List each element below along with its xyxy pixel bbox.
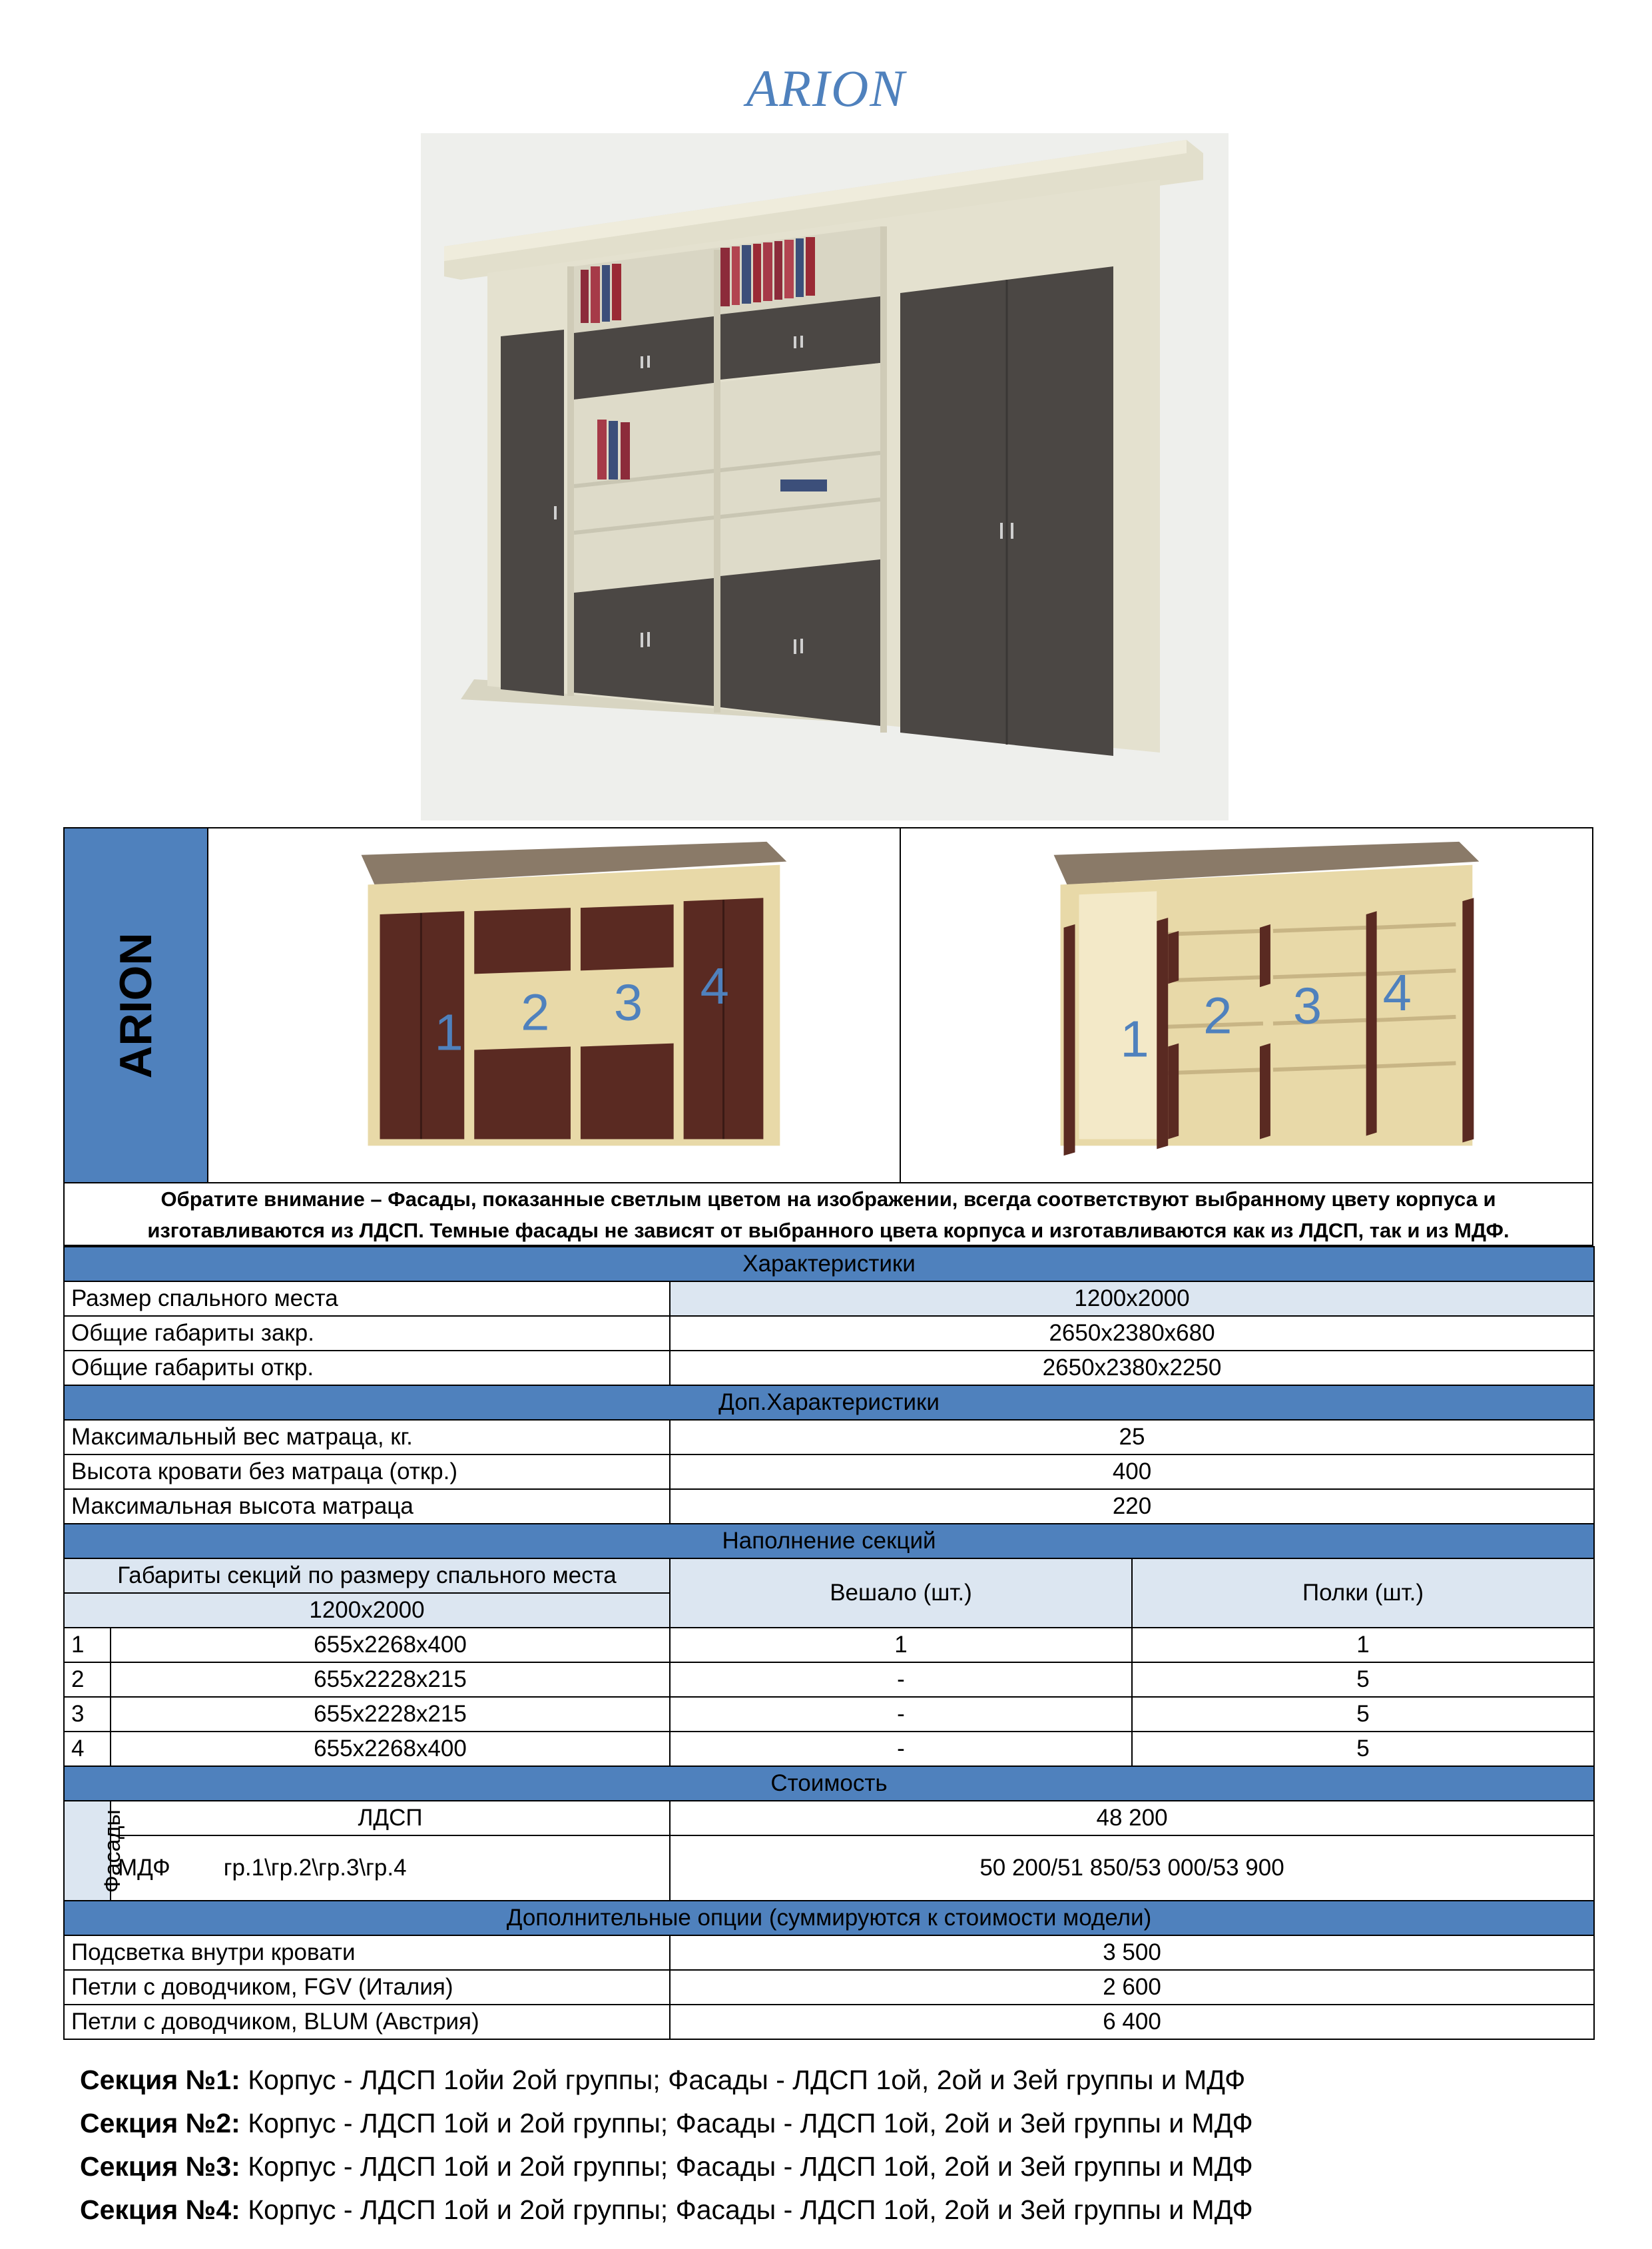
table-row: Общие габариты откр. 2650х2380х2250 bbox=[64, 1351, 1594, 1385]
table-row: Габариты секций по размеру спального места Вешало (шт.) Полки (шт.) bbox=[64, 1558, 1594, 1593]
section-number-2: 2 bbox=[521, 984, 550, 1042]
section-note: Секция №2: Корпус - ЛДСП 1ой и 2ой группы; Фасады - ЛДСП 1ой, 2ой и 3ей группы и МДФ bbox=[80, 2108, 1253, 2138]
table-row: МДФ гр.1\гр.2\гр.3\гр.4 50 200/51 850/53 000/53 900 bbox=[64, 1835, 1594, 1901]
open-section-number-4: 4 bbox=[1382, 964, 1412, 1022]
table-row: 3 655х2228х215 - 5 bbox=[64, 1697, 1594, 1732]
table-row: Максимальный вес матраца, кг. 25 bbox=[64, 1420, 1594, 1454]
table-row: Фасады ЛДСП 48 200 bbox=[64, 1801, 1594, 1835]
spec-sheet bbox=[63, 827, 1593, 2040]
facades-label: Фасады bbox=[64, 1801, 111, 1901]
table-row: Максимальная высота матраца 220 bbox=[64, 1489, 1594, 1524]
notice-line-2: изготавливаются из ЛДСП. Темные фасады не зависят от выбранного цвета корпуса и изготавливаются как из ЛДСП, так и из МДФ. bbox=[147, 1219, 1510, 1242]
open-section-number-2: 2 bbox=[1203, 987, 1233, 1045]
table-row: Петли с доводчиком, FGV (Италия) 2 600 bbox=[64, 1970, 1594, 2005]
section-diagrams bbox=[63, 827, 1593, 1183]
product-photo bbox=[421, 133, 1229, 820]
section-number-3: 3 bbox=[613, 974, 643, 1032]
table-row: Петли с доводчиком, BLUM (Австрия) 6 400 bbox=[64, 2005, 1594, 2039]
open-section-number-3: 3 bbox=[1292, 977, 1322, 1035]
sections-fill-header: Наполнение секций bbox=[64, 1524, 1594, 1558]
characteristics-header: Характеристики bbox=[64, 1247, 1594, 1281]
table-row: Подсветка внутри кровати 3 500 bbox=[64, 1935, 1594, 1970]
table-row: 4 655х2268х400 - 5 bbox=[64, 1732, 1594, 1766]
wardrobe-illustration bbox=[421, 133, 1229, 820]
table-row: Высота кровати без матраца (откр.) 400 bbox=[64, 1454, 1594, 1489]
section-note: Секция №4: Корпус - ЛДСП 1ой и 2ой группы; Фасады - ЛДСП 1ой, 2ой и 3ей группы и МДФ bbox=[80, 2194, 1253, 2225]
options-header: Дополнительные опции (суммируются к стоимости модели) bbox=[64, 1901, 1594, 1935]
notice bbox=[63, 1183, 1593, 1246]
extra-characteristics-header: Доп.Характеристики bbox=[64, 1385, 1594, 1420]
table-row: 2 655х2228х215 - 5 bbox=[64, 1662, 1594, 1697]
table-row: Размер спального места 1200х2000 bbox=[64, 1281, 1594, 1316]
section-notes bbox=[80, 2059, 1253, 2232]
notice-line-1: Обратите внимание – Фасады, показанные светлым цветом на изображении, всегда соответствуют выбранному цвету корпуса и bbox=[160, 1187, 1496, 1211]
section-note: Секция №1: Корпус - ЛДСП 1ойи 2ой группы; Фасады - ЛДСП 1ой, 2ой и 3ей группы и МДФ bbox=[80, 2065, 1246, 2095]
section-number-1: 1 bbox=[434, 1004, 463, 1062]
table-row: Общие габариты закр. 2650х2380х680 bbox=[64, 1316, 1594, 1351]
closed-view-diagram bbox=[208, 828, 900, 1182]
cost-header: Стоимость bbox=[64, 1766, 1594, 1801]
side-label: ARION bbox=[65, 828, 208, 1182]
page-title: ARION bbox=[746, 59, 906, 117]
spec-table bbox=[63, 1246, 1595, 2040]
section-note: Секция №3: Корпус - ЛДСП 1ой и 2ой группы; Фасады - ЛДСП 1ой, 2ой и 3ей группы и МДФ bbox=[80, 2151, 1253, 2182]
section-number-4: 4 bbox=[700, 958, 729, 1015]
open-section-number-1: 1 bbox=[1120, 1010, 1149, 1068]
table-row: 1 655х2268х400 1 1 bbox=[64, 1628, 1594, 1662]
open-view-diagram bbox=[900, 828, 1592, 1182]
table-row: 1200х2000 bbox=[64, 1593, 1594, 1628]
